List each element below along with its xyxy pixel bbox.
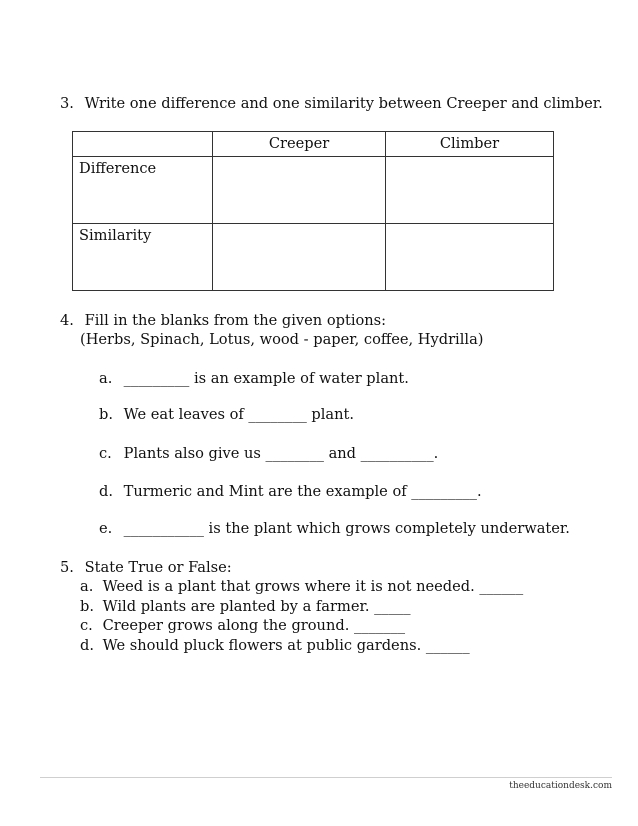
list-item	[99, 445, 438, 462]
question-text: State True or False:	[84, 559, 232, 576]
answer-cell[interactable]	[213, 224, 386, 291]
question-number: 5.	[60, 559, 74, 576]
row-label-difference: Difference	[73, 157, 213, 224]
comparison-table	[72, 131, 554, 291]
item-letter: d.	[99, 483, 113, 500]
list-item	[80, 578, 523, 595]
question-4	[60, 312, 386, 329]
question-text: Write one difference and one similarity between Creeper and climber.	[84, 95, 603, 112]
header-cell-creeper: Creeper	[213, 132, 386, 157]
list-item	[80, 617, 405, 634]
item-text: We eat leaves of ________ plant.	[123, 406, 355, 423]
row-label-similarity: Similarity	[73, 224, 213, 291]
footer-site-name: theeducationdesk.com	[509, 781, 612, 791]
answer-cell[interactable]	[213, 157, 386, 224]
item-text: Plants also give us ________ and __________.	[123, 445, 439, 462]
list-item	[99, 406, 354, 423]
item-letter: b.	[80, 598, 94, 615]
item-text: Turmeric and Mint are the example of _________.	[123, 483, 482, 500]
item-text: Wild plants are planted by a farmer. _____	[102, 598, 411, 615]
item-letter: a.	[80, 578, 94, 595]
table-row	[73, 224, 554, 291]
item-text: ___________ is the plant which grows completely underwater.	[123, 520, 570, 537]
item-text: Weed is a plant that grows where it is not needed. ______	[102, 578, 524, 595]
list-item	[80, 637, 470, 654]
item-letter: c.	[80, 617, 93, 634]
header-cell-climber: Climber	[386, 132, 554, 157]
item-letter: d.	[80, 637, 94, 654]
list-item	[99, 483, 482, 500]
list-item	[80, 598, 411, 615]
list-item	[99, 520, 570, 537]
table-row	[73, 157, 554, 224]
question-3	[60, 95, 603, 112]
item-text: We should pluck flowers at public gardens. ______	[102, 637, 470, 654]
table-header-row	[73, 132, 554, 157]
item-text: Creeper grows along the ground. _______	[102, 617, 406, 634]
answer-cell[interactable]	[386, 224, 554, 291]
item-text: _________ is an example of water plant.	[123, 370, 409, 387]
question-text: Fill in the blanks from the given options:	[84, 312, 387, 329]
question-number: 4.	[60, 312, 74, 329]
header-cell	[73, 132, 213, 157]
item-letter: b.	[99, 406, 113, 423]
question-5	[60, 559, 232, 576]
footer-divider	[40, 777, 612, 778]
answer-cell[interactable]	[386, 157, 554, 224]
item-letter: a.	[99, 370, 113, 387]
item-letter: c.	[99, 445, 112, 462]
options-list: (Herbs, Spinach, Lotus, wood - paper, coffee, Hydrilla)	[80, 331, 484, 348]
question-number: 3.	[60, 95, 74, 112]
item-letter: e.	[99, 520, 113, 537]
list-item	[99, 370, 409, 387]
